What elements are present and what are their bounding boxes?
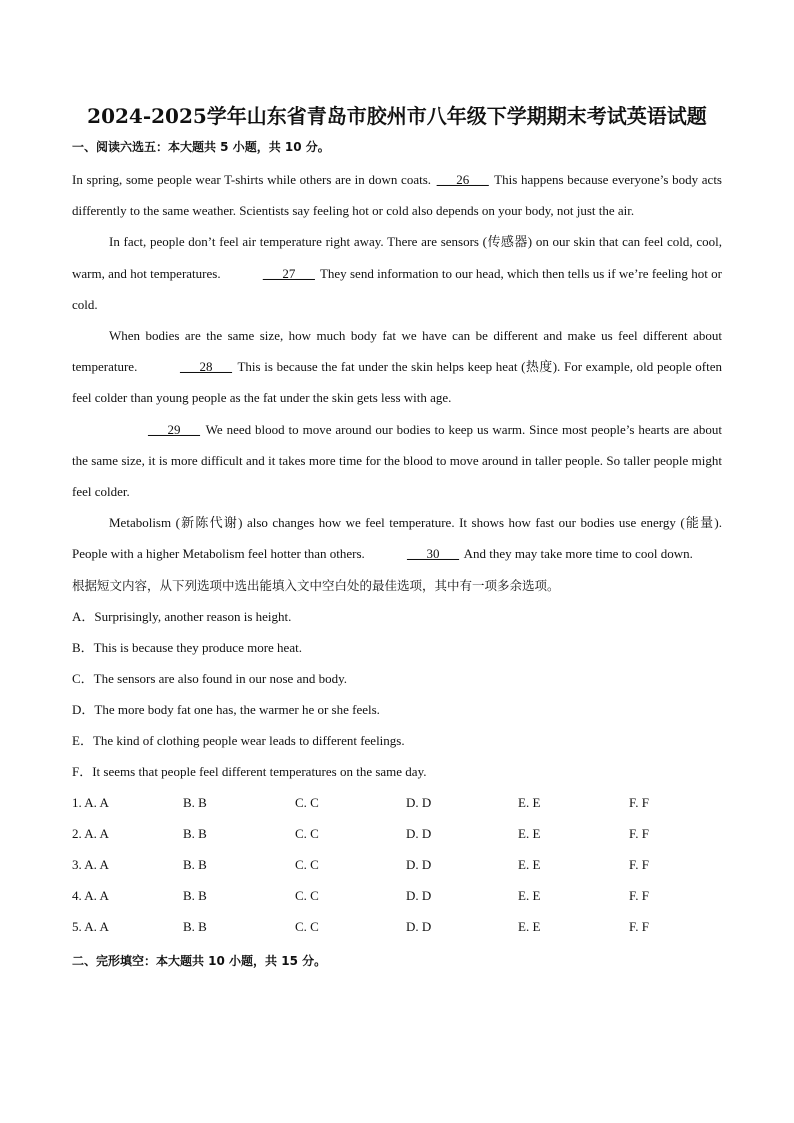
answer-choice[interactable]: C. C	[295, 825, 319, 841]
answer-choice[interactable]: C. C	[295, 918, 319, 934]
answer-choice[interactable]: F. F	[629, 825, 649, 841]
answer-choice[interactable]: F. F	[629, 918, 649, 934]
answer-row	[72, 849, 722, 880]
passage-text: This is because the fat under the skin helps keep heat (热度). For example, old people often feel colder than young people as the fat under the skin gets less with age.	[72, 359, 722, 406]
passage-paragraph	[72, 320, 722, 414]
answer-choice[interactable]: 3. A. A	[72, 856, 109, 872]
section-1-heading: 一、阅读六选五：本大题共 5 小题，共 10 分。	[72, 140, 330, 154]
answer-choice[interactable]: B. B	[183, 794, 207, 810]
answer-choice[interactable]: D. D	[406, 887, 432, 903]
passage-text: In spring, some people wear T-shirts while others are in down coats.	[72, 172, 435, 187]
answer-blank: ___28___	[180, 359, 232, 375]
answer-choice[interactable]: E. E	[518, 794, 541, 810]
answer-choice[interactable]: 4. A. A	[72, 887, 109, 903]
section-2-heading: 二、完形填空：本大题共 10 小题，共 15 分。	[72, 953, 327, 968]
answer-choice[interactable]: B. B	[183, 918, 207, 934]
answer-blank: ___26___	[436, 172, 489, 187]
answer-row	[72, 880, 722, 911]
answer-choice[interactable]: E. E	[518, 856, 541, 872]
answer-choice[interactable]: 5. A. A	[72, 918, 109, 934]
passage-text: Metabolism (新陈代谢) also changes how we feel temperature. It shows how fast our bodies use energy (能量). People with a higher Metabolism feel hotter than others.	[72, 515, 722, 562]
answer-choice[interactable]: D. D	[406, 825, 432, 841]
answer-choice[interactable]: C. C	[295, 856, 319, 872]
option-item: E．The kind of clothing people wear leads to different feelings.	[72, 732, 405, 748]
passage-paragraph	[72, 164, 722, 226]
answer-choice[interactable]: E. E	[518, 887, 541, 903]
answer-choice[interactable]: F. F	[629, 856, 649, 872]
passage	[72, 164, 722, 570]
passage-text: They send information to our head, which then tells us if we’re feeling hot or cold.	[72, 265, 722, 312]
option-item: B．This is because they produce more heat.	[72, 639, 302, 655]
answer-choice[interactable]: C. C	[295, 887, 319, 903]
option-item: D．The more body fat one has, the warmer he or she feels.	[72, 701, 380, 717]
passage-text: In fact, people don’t feel air temperature right away. There are sensors (传感器) on our skin that can feel cold, cool, warm, and hot temperatures.	[72, 234, 722, 281]
passage-text: This happens because everyone’s body acts differently to the same weather. Scientists say feeling hot or cold also depends on your body, not just the air.	[72, 172, 722, 219]
passage-paragraph	[72, 226, 722, 320]
passage-paragraph	[72, 414, 722, 508]
option-list	[72, 601, 722, 787]
answer-choice[interactable]: D. D	[406, 856, 432, 872]
answer-choice[interactable]: B. B	[183, 825, 207, 841]
answer-choice[interactable]: E. E	[518, 825, 541, 841]
answer-blank: ___29___	[148, 421, 200, 437]
answer-blank: ___27___	[262, 265, 315, 281]
answer-blank: ___30___	[407, 546, 460, 562]
passage-text: When bodies are the same size, how much body fat we have can be different and make us feel different about temperature.	[72, 328, 722, 375]
answer-choice[interactable]: 2. A. A	[72, 825, 109, 841]
passage-text: We need blood to move around our bodies to keep us warm. Since most people’s hearts are about the same size, it is more difficult and it takes more time for the blood to move around in taller people. So taller people might feel colder.	[72, 421, 722, 500]
passage-paragraph	[72, 507, 722, 569]
option-item: C．The sensors are also found in our nose and body.	[72, 670, 347, 686]
answer-choice-grid	[72, 787, 722, 942]
section-reading-seven-choose-five	[72, 136, 722, 942]
answer-row	[72, 911, 722, 942]
answer-choice[interactable]: F. F	[629, 887, 649, 903]
answer-choice[interactable]: 1. A. A	[72, 794, 109, 810]
answer-row	[72, 787, 722, 818]
option-item: A．Surprisingly, another reason is height.	[72, 608, 292, 624]
answer-choice[interactable]: B. B	[183, 887, 207, 903]
document-title: 2024-2025学年山东省青岛市胶州市八年级下学期期末考试英语试题	[87, 104, 707, 128]
answer-row	[72, 818, 722, 849]
answer-choice[interactable]: D. D	[406, 918, 432, 934]
instruction-text: 根据短文内容，从下列选项中选出能填入文中空白处的最佳选项，其中有一项多余选项。	[72, 577, 560, 593]
answer-choice[interactable]: B. B	[183, 856, 207, 872]
answer-choice[interactable]: F. F	[629, 794, 649, 810]
answer-choice[interactable]: E. E	[518, 918, 541, 934]
passage-text: And they may take more time to cool down.	[461, 546, 693, 562]
answer-choice[interactable]: D. D	[406, 794, 432, 810]
option-item: F．It seems that people feel different temperatures on the same day.	[72, 763, 427, 779]
answer-choice[interactable]: C. C	[295, 794, 319, 810]
